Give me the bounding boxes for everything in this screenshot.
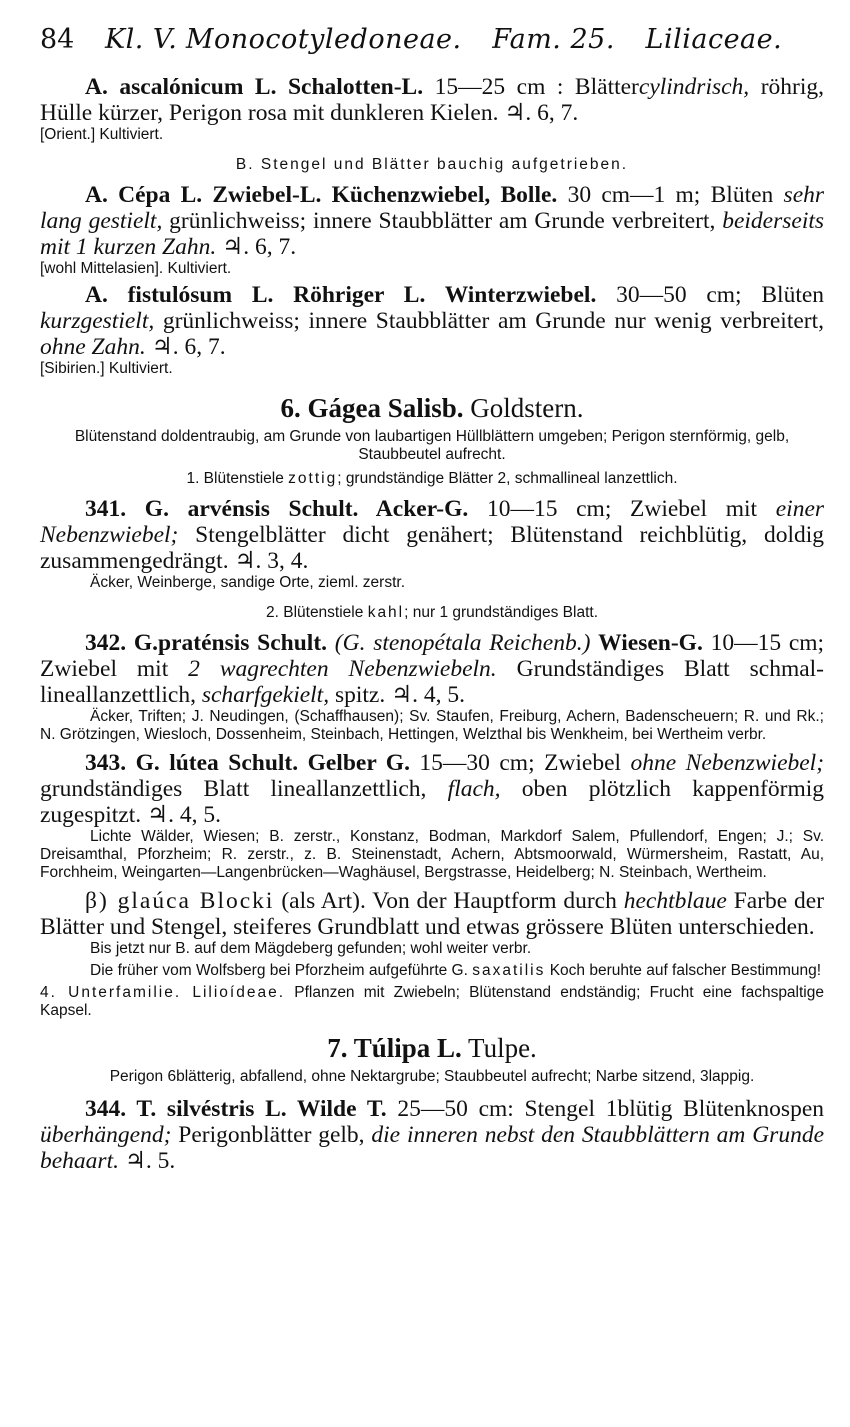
key-item-2 — [40, 604, 824, 622]
species-desc-italic: cylindrisch, — [638, 74, 750, 100]
distribution-note: [Sibirien.] Kultiviert. — [40, 360, 173, 377]
species-desc: ♃. 5. — [124, 1148, 176, 1174]
species-desc: 30—50 cm; — [616, 282, 742, 308]
distribution-note: Bis jetzt nur B. auf dem Mägdeberg gefunden; wohl weiter verbr. — [90, 940, 532, 957]
genus-heading-tulipa — [40, 1032, 824, 1064]
species-desc: ♃. 6, 7. — [151, 334, 226, 360]
subfamily-heading — [40, 984, 824, 1020]
family-label: Fam. 25. — [492, 24, 615, 55]
variety-desc: (als Art). Von der Hauptform durch — [281, 888, 617, 914]
species-entry-lutea — [40, 750, 824, 828]
subfamily-name: 4. Unterfamilie. Lilioídeae. — [40, 984, 286, 1001]
page-number: 84 — [40, 24, 75, 55]
species-desc-italic: kurzgestielt, — [40, 308, 155, 334]
species-desc-italic: scharfgekielt, — [201, 682, 330, 708]
distribution-note: Äcker, Weinberge, sandige Orte, zieml. zerstr. — [90, 574, 406, 591]
species-desc: grünlichweiss; innere Staubblätter am Grunde nur wenig verbreitert, — [162, 308, 825, 334]
class-name: Monocotyledoneae. — [185, 24, 462, 55]
species-entry-ascalonicum — [40, 74, 824, 126]
running-header — [40, 24, 824, 68]
species-desc: 10—15 cm; Zwiebel mit — [486, 496, 758, 522]
species-desc-italic: 2 wagrechten Nebenzwiebeln. — [188, 656, 497, 682]
group-heading-b: B. Stengel und Blätter bauchig aufgetrieben. — [235, 156, 629, 173]
subfamily-desc: Pflanzen mit Zwiebeln; Blütenstand endständig; Frucht eine fachspaltige Kapsel. — [40, 984, 824, 1019]
distribution-note: [Orient.] Kultiviert. — [40, 126, 164, 143]
species-desc: 25—50 cm: Stengel 1blütig Blütenknospen — [397, 1096, 825, 1122]
species-entry-arvensis — [40, 496, 824, 574]
species-desc-italic: flach, — [447, 776, 501, 802]
genus-description: Blütenstand doldentraubig, am Grunde von laubartigen Hüllblättern umgeben; Perigon sternförmig, gelb, Staubbeutel aufrecht. — [74, 428, 790, 463]
species-desc-italic: ohne Nebenzwiebel; — [630, 750, 825, 776]
variety-entry-glauca — [40, 888, 824, 940]
note-text: Koch beruhte auf falscher Bestimmung! — [549, 962, 822, 979]
key-text: ; nur 1 grundständiges Blatt. — [404, 604, 598, 621]
species-desc: Blüten — [710, 182, 774, 208]
key-text: 1. Blütenstiele — [186, 470, 284, 487]
species-common-name: Wiesen-G. — [598, 630, 703, 656]
variety-desc: Farbe der Blätter und Stengel, steiferes Grundblatt und etwas grössere Blüten unterschieden. — [40, 888, 825, 940]
distribution-note: [wohl Mittelasien]. Kultiviert. — [40, 260, 232, 277]
distribution-note: Äcker, Triften; J. Neudingen, (Schaffhausen); Sv. Staufen, Freiburg, Achern, Badenscheuern; R. und Rk.; N. Grötzingen, Wiesloch, Dossenheim, Steinbach, Hettingen, Welzthal bis Wenkheim, bei Wertheim verbr. — [40, 708, 824, 743]
book-page — [40, 24, 824, 1174]
species-synonym: (G. stenopétala Reichenb.) — [334, 630, 591, 656]
genus-name: 7. Túlipa L. — [327, 1033, 462, 1063]
genus-name: 6. Gágea Salisb. — [280, 393, 464, 423]
species-desc: röhrig, Hülle kürzer, Perigon rosa mit dunkleren Kielen. ♃. 6, 7. — [40, 74, 825, 126]
species-desc-italic: ohne Zahn. — [40, 334, 146, 360]
species-entry-silvestris — [40, 1096, 824, 1174]
distribution-note: Lichte Wälder, Wiesen; B. zerstr., Konstanz, Bodman, Markdorf Salem, Pfullendorf, Engen; J.; Sv. Dreisamthal, Pforzheim; R. zerstr., z. B. Steinenstadt, Achern, Abtsmoorwald, Würmersheim, Rastatt, Au, Forchheim, Weingarten—Langenbrücken—Waghäusel, Bergstrasse, Heidelberg; N. Steinbach, Wertheim. — [40, 828, 824, 881]
key-text: ; grundständige Blätter 2, schmallineal lanzettlich. — [337, 470, 678, 487]
species-desc: oben plötzlich kappenförmig zugespitzt. ♃. 4, 5. — [40, 776, 825, 828]
species-name: 344. T. silvéstris L. Wilde T. — [85, 1096, 387, 1122]
key-item-1 — [40, 470, 824, 488]
species-desc: ♃. 6, 7. — [222, 234, 297, 260]
species-desc: 10—15 cm; Zwiebel mit — [40, 630, 825, 682]
species-desc: spitz. ♃. 4, 5. — [334, 682, 466, 708]
species-desc: grünlichweiss; innere Staubblätter am Grunde verbreitert, — [169, 208, 716, 234]
species-desc-italic: überhängend; — [40, 1122, 172, 1148]
genus-description: Perigon 6blätterig, abfallend, ohne Nektargrube; Staubbeutel aufrecht; Narbe sitzend, 3lappig. — [109, 1068, 755, 1085]
key-text: 2. Blütenstiele — [266, 604, 364, 621]
species-entry-pratensis — [40, 630, 824, 708]
species-name: 341. G. arvénsis Schult. Acker-G. — [85, 496, 469, 522]
key-text-spaced: kahl — [367, 604, 405, 621]
genus-common-name: Tulpe. — [468, 1033, 537, 1063]
species-name: A. ascalónicum L. Schalotten-L. — [85, 74, 424, 100]
species-name: A. fistulósum L. Röhriger L. Winterzwiebel. — [85, 282, 597, 308]
species-desc: 30 cm—1 m; — [567, 182, 701, 208]
species-name: A. Cépa L. Zwiebel-L. Küchenzwiebel, Bolle. — [85, 182, 558, 208]
key-text-spaced: zottig — [288, 470, 338, 487]
correction-note — [40, 962, 824, 980]
species-desc: Blüten — [761, 282, 825, 308]
species-name: 343. G. lútea Schult. Gelber G. — [85, 750, 410, 776]
species-desc-italic: die inneren nebst den Staubblättern am Grunde behaart. — [40, 1122, 825, 1174]
species-desc: grundständiges Blatt lineallanzettlich, — [40, 776, 427, 802]
species-entry-fistulosum — [40, 282, 824, 360]
species-desc: Perigonblätter gelb, — [178, 1122, 365, 1148]
species-desc: 15—30 cm; Zwiebel — [419, 750, 622, 776]
family-name: Liliaceae. — [645, 24, 783, 55]
species-desc: Grundständiges Blatt schmal-lineallanzettlich, — [40, 656, 825, 708]
species-desc-italic: einer Nebenzwiebel; — [40, 496, 825, 548]
species-desc: 15—25 cm : Blätter — [434, 74, 639, 100]
species-name: 342. G.praténsis Schult. — [85, 630, 328, 656]
note-text-spaced: saxatilis — [472, 962, 546, 979]
species-desc-italic: sehr lang gestielt, — [40, 182, 825, 234]
variety-desc-italic: hechtblaue — [623, 888, 727, 914]
genus-common-name: Goldstern. — [470, 393, 584, 423]
variety-name: β) glaúca Blocki — [85, 888, 275, 914]
species-desc: Stengelblätter dicht genähert; Blütenstand reichblütig, doldig zusammengedrängt. ♃. 3, 4. — [40, 522, 825, 574]
note-text: Die früher vom Wolfsberg bei Pforzheim aufgeführte G. — [90, 962, 468, 979]
species-desc-italic: beiderseits mit 1 kurzen Zahn. — [40, 208, 825, 260]
genus-heading-gagea — [40, 392, 824, 424]
species-entry-cepa — [40, 182, 824, 260]
class-label: Kl. V. — [104, 24, 178, 55]
